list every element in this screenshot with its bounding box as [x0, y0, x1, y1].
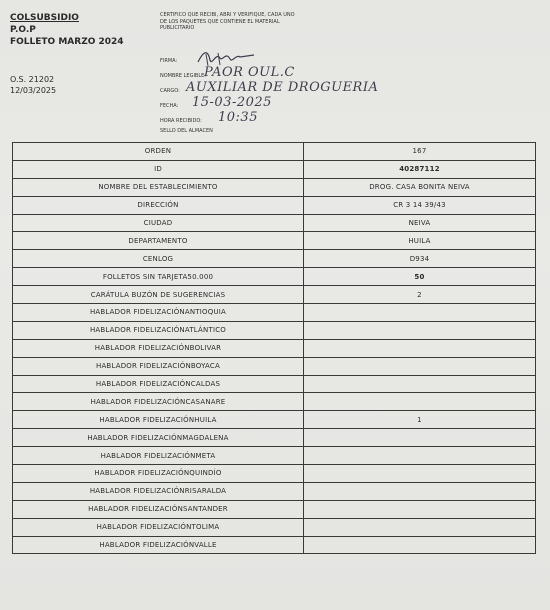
table-row [13, 250, 536, 268]
row-label: ID [13, 160, 304, 178]
table-row [13, 447, 536, 465]
row-label: HABLADOR FIDELIZACIÓNANTIOQUIA [13, 304, 304, 322]
table-row [13, 321, 536, 339]
table-row [13, 482, 536, 500]
role-label: CARGO: [160, 88, 180, 94]
table-row [13, 178, 536, 196]
signature-label: FIRMA: [160, 58, 178, 64]
company-name: COLSUBSIDIO [10, 13, 79, 23]
leaflet-title: FOLLETO MARZO 2024 [10, 37, 124, 47]
row-value: DROG. CASA BONITA NEIVA [304, 178, 536, 196]
row-label: HABLADOR FIDELIZACIÓNVALLE [13, 536, 304, 554]
row-value: D934 [304, 250, 536, 268]
row-label: HABLADOR FIDELIZACIÓNSANTANDER [13, 500, 304, 518]
table-row [13, 143, 536, 161]
time-label: HORA RECIBIDO: [160, 118, 202, 124]
document-header [10, 12, 124, 96]
row-label: NOMBRE DEL ESTABLECIMIENTO [13, 178, 304, 196]
row-label: DIRECCIÓN [13, 196, 304, 214]
certificate-text: CERTIFICO QUE RECIBI, ABRI Y VERIFIQUE, CADA UNO DE LOS PAQUETES QUE CONTIENE EL MATERIAL PUBLICITARIO [160, 12, 295, 31]
row-value: CR 3 14 39/43 [304, 196, 536, 214]
row-label: HABLADOR FIDELIZACIÓNCASANARE [13, 393, 304, 411]
table-row [13, 268, 536, 286]
header-date: 12/03/2025 [10, 86, 57, 95]
row-value [304, 482, 536, 500]
row-value [304, 465, 536, 483]
table-row [13, 304, 536, 322]
table-row [13, 160, 536, 178]
row-value: 1 [304, 411, 536, 429]
row-value: 40287112 [304, 160, 536, 178]
table-row [13, 286, 536, 304]
row-value [304, 321, 536, 339]
row-label: HABLADOR FIDELIZACIÓNBOYACA [13, 357, 304, 375]
order-service-number: O.S. 21202 [10, 75, 55, 84]
table-row [13, 339, 536, 357]
row-value [304, 357, 536, 375]
row-value [304, 304, 536, 322]
row-value [304, 339, 536, 357]
row-label: HABLADOR FIDELIZACIÓNBOLIVAR [13, 339, 304, 357]
row-value: 167 [304, 143, 536, 161]
table-row [13, 375, 536, 393]
row-value [304, 447, 536, 465]
row-label: HABLADOR FIDELIZACIÓNCALDAS [13, 375, 304, 393]
program-name: P.O.P [10, 25, 36, 35]
date-value: 15-03-2025 [192, 95, 272, 110]
table-row [13, 411, 536, 429]
row-value [304, 518, 536, 536]
table-row [13, 500, 536, 518]
row-value: 2 [304, 286, 536, 304]
role-value: AUXILIAR DE DROGUERIA [186, 80, 379, 95]
delivery-table [12, 142, 536, 554]
row-label: HABLADOR FIDELIZACIÓNRISARALDA [13, 482, 304, 500]
table-row [13, 393, 536, 411]
table-row [13, 429, 536, 447]
row-label: HABLADOR FIDELIZACIÓNTOLIMA [13, 518, 304, 536]
table-row [13, 232, 536, 250]
row-label: HABLADOR FIDELIZACIÓNMETA [13, 447, 304, 465]
table-row [13, 214, 536, 232]
table-row [13, 518, 536, 536]
row-value [304, 429, 536, 447]
table-row [13, 357, 536, 375]
row-label: CENLOG [13, 250, 304, 268]
row-label: CIUDAD [13, 214, 304, 232]
row-value [304, 393, 536, 411]
table-row [13, 196, 536, 214]
row-label: CARÁTULA BUZÓN DE SUGERENCIAS [13, 286, 304, 304]
row-label: DEPARTAMENTO [13, 232, 304, 250]
row-label: HABLADOR FIDELIZACIÓNQUINDÍO [13, 465, 304, 483]
name-value: PAOR OUL.C [204, 65, 295, 80]
row-label: FOLLETOS SIN TARJETA50.000 [13, 268, 304, 286]
row-value: HUILA [304, 232, 536, 250]
stamp-label: SELLO DEL ALMACEN [160, 128, 213, 134]
time-value: 10:35 [218, 110, 258, 125]
table-row [13, 465, 536, 483]
row-value: 50 [304, 268, 536, 286]
row-value [304, 500, 536, 518]
row-label: ORDEN [13, 143, 304, 161]
name-label: NOMBRE LEGIBLE: [160, 73, 206, 79]
row-label: HABLADOR FIDELIZACIÓNMAGDALENA [13, 429, 304, 447]
row-value [304, 375, 536, 393]
row-label: HABLADOR FIDELIZACIÓNHUILA [13, 411, 304, 429]
date-label: FECHA: [160, 103, 179, 109]
row-label: HABLADOR FIDELIZACIÓNATLÁNTICO [13, 321, 304, 339]
row-value [304, 536, 536, 554]
table-row [13, 536, 536, 554]
row-value: NEIVA [304, 214, 536, 232]
